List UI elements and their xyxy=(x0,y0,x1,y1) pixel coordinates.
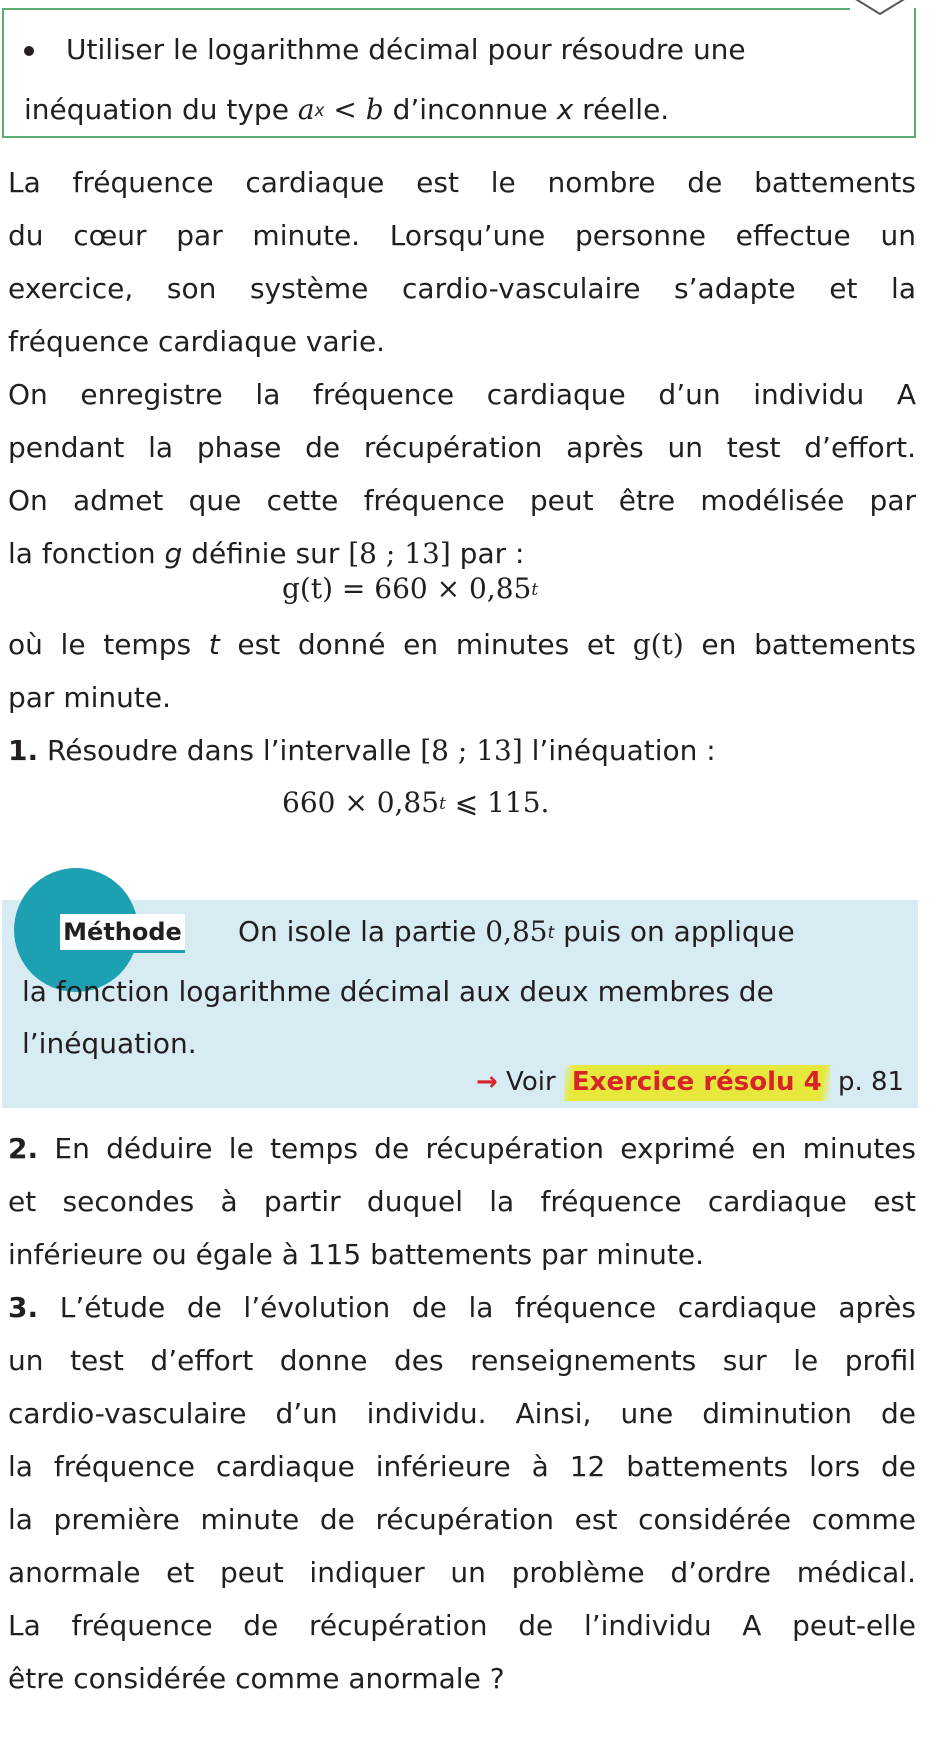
objective-exponent: x xyxy=(314,99,325,120)
objective-line-2 xyxy=(24,90,669,130)
method-text-line-1 xyxy=(238,912,795,952)
question-1 xyxy=(8,724,916,777)
question-1-interval: [8 ; 13] xyxy=(420,734,523,767)
units-line xyxy=(8,618,916,671)
objective-line-1: Utiliser le logarithme décimal pour résoudre une xyxy=(66,33,746,66)
question-number: 2. xyxy=(8,1132,39,1165)
page-reference: p. 81 xyxy=(829,1067,905,1097)
question-3-line: anormale et peut indiquer un problème d’ordre médical. xyxy=(8,1556,916,1589)
objective-top-border xyxy=(2,8,850,10)
method-exponent: t xyxy=(547,921,555,942)
objective-variable: x xyxy=(556,93,574,126)
question-2 xyxy=(8,1122,916,1281)
chevron-icon xyxy=(850,0,910,18)
method-text: On isole la partie xyxy=(238,915,486,948)
objective-box xyxy=(2,8,916,138)
question-3-line: cardio-vasculaire d’un individu. Ainsi, une diminution de xyxy=(8,1397,916,1430)
inequation-exponent: t xyxy=(439,792,446,813)
objective-text: inéquation du type xyxy=(24,93,298,126)
question-3-line: la première minute de récupération est considérée comme xyxy=(8,1503,916,1536)
question-3-line: être considérée comme anormale ? xyxy=(8,1662,505,1695)
question-3-line: un test d’effort donne des renseignements sur le profil xyxy=(8,1344,916,1377)
formula-exponent: t xyxy=(531,578,539,599)
intro-line: pendant la phase de récupération après un test d’effort. xyxy=(8,431,916,464)
units-variable: t xyxy=(208,628,220,661)
exercise-reference[interactable]: Exercice résolu 4 xyxy=(564,1065,830,1101)
question-number: 3. xyxy=(8,1291,39,1324)
see-exercise-link[interactable] xyxy=(476,1060,904,1104)
question-3-line xyxy=(8,1281,916,1334)
intro-line: On enregistre la fréquence cardiaque d’un individu A xyxy=(8,378,916,411)
bullet-icon xyxy=(24,46,34,56)
objective-relation: < xyxy=(324,93,366,126)
method-label: Méthode xyxy=(60,914,185,953)
units-function: g(t) xyxy=(632,628,684,661)
question-1-text-post: l’inéquation : xyxy=(522,734,716,767)
question-number: 1. xyxy=(8,734,39,767)
see-text: Voir xyxy=(497,1067,564,1097)
question-2-line xyxy=(8,1122,916,1175)
objective-base: a xyxy=(297,93,315,126)
question-3 xyxy=(8,1281,916,1705)
units-text-post: en battements xyxy=(683,628,916,661)
inequation-rhs: ⩽ 115. xyxy=(445,786,550,819)
formula xyxy=(282,572,538,605)
question-1-text: Résoudre dans l’intervalle xyxy=(38,734,421,767)
definition-text-mid: définie sur xyxy=(182,537,349,570)
definition-text-post: par : xyxy=(450,537,525,570)
question-2-line: et secondes à partir duquel la fréquence cardiaque est xyxy=(8,1185,916,1218)
intro-line: On admet que cette fréquence peut être modélisée par xyxy=(8,484,916,517)
inequation xyxy=(282,786,549,819)
question-3-text: L’étude de l’évolution de la fréquence cardiaque après xyxy=(38,1291,916,1324)
method-text-rest: la fonction logarithme décimal aux deux membres de l’inéquation. xyxy=(22,975,774,1060)
units-line-2: par minute. xyxy=(8,681,171,714)
method-text-post: puis on applique xyxy=(554,915,795,948)
units-paragraph xyxy=(8,618,916,777)
units-text: où le temps xyxy=(8,628,209,661)
intro-paragraph xyxy=(8,156,916,580)
formula-lhs: g(t) = 660 × 0,85 xyxy=(282,572,532,605)
interval: [8 ; 13] xyxy=(348,537,451,570)
objective-text-end: réelle. xyxy=(573,93,670,126)
intro-line: du cœur par minute. Lorsqu’une personne effectue un xyxy=(8,219,916,252)
question-2-line: inférieure ou égale à 115 battements par minute. xyxy=(8,1238,704,1271)
method-base: 0,85 xyxy=(485,915,548,948)
question-2-text: En déduire le temps de récupération exprimé en minutes xyxy=(38,1132,916,1165)
question-3-line: la fréquence cardiaque inférieure à 12 battements lors de xyxy=(8,1450,916,1483)
intro-line: exercice, son système cardio-vasculaire s’adapte et la xyxy=(8,272,916,305)
definition-text: la fonction xyxy=(8,537,165,570)
intro-line: La fréquence cardiaque est le nombre de battements xyxy=(8,166,916,199)
question-3-line: La fréquence de récupération de l’individu A peut-elle xyxy=(8,1609,916,1642)
units-text-mid: est donné en minutes et xyxy=(219,628,633,661)
arrow-right-icon: → xyxy=(476,1067,498,1097)
objective-text-post: d’inconnue xyxy=(383,93,557,126)
objective-rhs: b xyxy=(365,93,384,126)
function-name: g xyxy=(164,537,183,570)
intro-line: fréquence cardiaque varie. xyxy=(8,325,386,358)
inequation-lhs: 660 × 0,85 xyxy=(282,786,440,819)
